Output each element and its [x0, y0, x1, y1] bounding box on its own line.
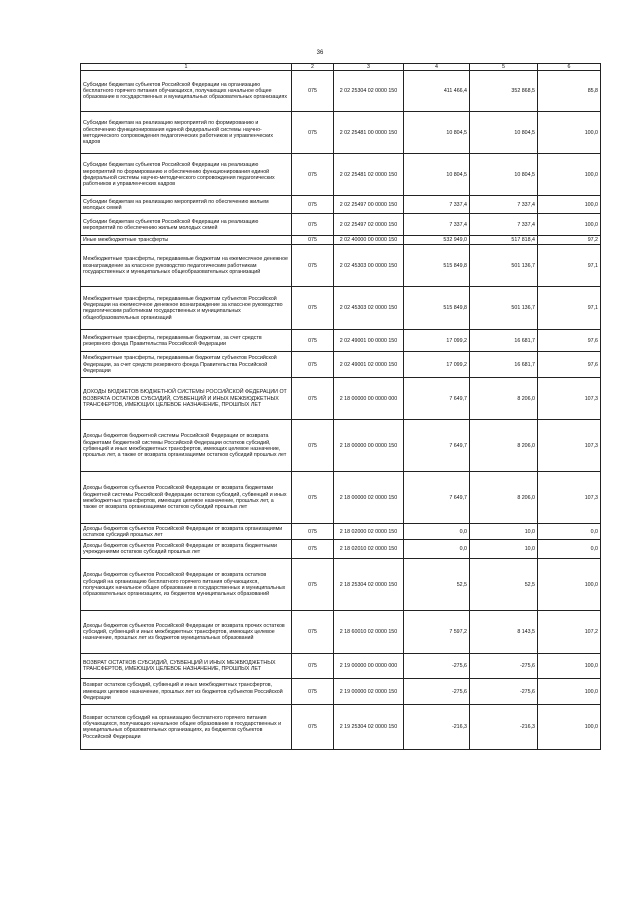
- row-plan-value: 532 949,0: [404, 236, 470, 245]
- row-plan-value: 7 337,4: [404, 196, 470, 214]
- row-classification-code: 2 02 25497 02 0000 150: [334, 214, 404, 236]
- row-actual-value: 10,0: [470, 524, 538, 540]
- row-admin-code: 075: [292, 112, 334, 154]
- row-classification-code: 2 02 45303 02 0000 150: [334, 287, 404, 330]
- row-plan-value: 0,0: [404, 524, 470, 540]
- row-actual-value: -275,6: [470, 654, 538, 679]
- row-admin-code: 075: [292, 705, 334, 750]
- row-name: Доходы бюджетов субъектов Российской Федерации от возврата бюджетными учреждениями остатков субсидий прошлых лет: [81, 540, 292, 559]
- row-admin-code: 075: [292, 245, 334, 287]
- table-row: [81, 287, 601, 330]
- table-row: [81, 236, 601, 245]
- row-plan-value: 52,5: [404, 559, 470, 611]
- header-cell: 6: [538, 64, 601, 71]
- row-plan-value: 7 649,7: [404, 378, 470, 420]
- table-row: [81, 330, 601, 352]
- row-classification-code: 2 18 00000 00 0000 000: [334, 378, 404, 420]
- row-plan-value: 7 597,2: [404, 611, 470, 654]
- row-actual-value: 16 681,7: [470, 330, 538, 352]
- row-percent: 100,0: [538, 214, 601, 236]
- row-classification-code: 2 19 00000 00 0000 000: [334, 654, 404, 679]
- row-admin-code: 075: [292, 611, 334, 654]
- row-percent: 100,0: [538, 705, 601, 750]
- row-name: Межбюджетные трансферты, передаваемые бюджетам на ежемесячное денежное вознаграждение за классное руководство педагогическим работникам государственных и муниципальных общеобразовательных организаций: [81, 245, 292, 287]
- row-classification-code: 2 02 40000 00 0000 150: [334, 236, 404, 245]
- table-row: [81, 524, 601, 540]
- row-classification-code: 2 02 49001 00 0000 150: [334, 330, 404, 352]
- table-row: [81, 559, 601, 611]
- row-classification-code: 2 18 00000 00 0000 150: [334, 420, 404, 472]
- row-classification-code: 2 18 02000 02 0000 150: [334, 524, 404, 540]
- row-actual-value: 7 337,4: [470, 214, 538, 236]
- row-percent: 107,3: [538, 378, 601, 420]
- row-classification-code: 2 19 00000 02 0000 150: [334, 679, 404, 705]
- row-admin-code: 075: [292, 352, 334, 378]
- table-row: [81, 654, 601, 679]
- page-number: 36: [316, 50, 324, 56]
- table-row: [81, 679, 601, 705]
- row-plan-value: 7 649,7: [404, 420, 470, 472]
- header-cell: 2: [292, 64, 334, 71]
- row-admin-code: 075: [292, 330, 334, 352]
- table-row: [81, 378, 601, 420]
- row-name: ДОХОДЫ БЮДЖЕТОВ БЮДЖЕТНОЙ СИСТЕМЫ РОССИЙСКОЙ ФЕДЕРАЦИИ ОТ ВОЗВРАТА ОСТАТКОВ СУБСИДИЙ, СУБВЕНЦИЙ И ИНЫХ МЕЖБЮДЖЕТНЫХ ТРАНСФЕРТОВ, ИМЕЮЩИХ ЦЕЛЕВОЕ НАЗНАЧЕНИЕ, ПРОШЛЫХ ЛЕТ: [81, 378, 292, 420]
- row-actual-value: 52,5: [470, 559, 538, 611]
- row-percent: 97,6: [538, 352, 601, 378]
- row-name: Субсидии бюджетам субъектов Российской Федерации на реализацию мероприятий по обеспечению жильем молодых семей: [81, 214, 292, 236]
- row-plan-value: -275,6: [404, 654, 470, 679]
- row-percent: 97,1: [538, 245, 601, 287]
- row-percent: 100,0: [538, 196, 601, 214]
- row-classification-code: 2 02 45303 00 0000 150: [334, 245, 404, 287]
- row-actual-value: -275,6: [470, 679, 538, 705]
- row-percent: 0,0: [538, 540, 601, 559]
- row-name: Межбюджетные трансферты, передаваемые бюджетам, за счет средств резервного фонда Правительства Российской Федерации: [81, 330, 292, 352]
- row-classification-code: 2 18 00000 02 0000 150: [334, 472, 404, 524]
- row-name: Межбюджетные трансферты, передаваемые бюджетам субъектов Российской Федерации на ежемесячное денежное вознаграждение за классное руководство педагогическим работникам государственных и муниципальных общеобразовательных организаций: [81, 287, 292, 330]
- row-actual-value: 16 681,7: [470, 352, 538, 378]
- row-percent: 97,1: [538, 287, 601, 330]
- row-actual-value: 501 136,7: [470, 245, 538, 287]
- row-classification-code: 2 02 49001 02 0000 150: [334, 352, 404, 378]
- row-percent: 107,3: [538, 472, 601, 524]
- row-plan-value: 515 849,8: [404, 245, 470, 287]
- row-plan-value: 17 099,2: [404, 330, 470, 352]
- table-row: [81, 154, 601, 196]
- row-classification-code: 2 18 60010 02 0000 150: [334, 611, 404, 654]
- row-admin-code: 075: [292, 154, 334, 196]
- row-classification-code: 2 18 02010 02 0000 150: [334, 540, 404, 559]
- row-plan-value: -216,3: [404, 705, 470, 750]
- row-classification-code: 2 18 25304 02 0000 150: [334, 559, 404, 611]
- row-percent: 100,0: [538, 679, 601, 705]
- table-row: [81, 71, 601, 112]
- row-name: Доходы бюджетов субъектов Российской Федерации от возврата бюджетами бюджетной системы Российской Федерации остатков субсидий, субвенций и иных межбюджетных трансфертов, имеющих целевое назначение, прошлых лет, а также от возврата организациями остатков субсидий прошлых лет: [81, 472, 292, 524]
- row-name: Иные межбюджетные трансферты: [81, 236, 292, 245]
- row-percent: 97,2: [538, 236, 601, 245]
- header-cell: 5: [470, 64, 538, 71]
- table-row: [81, 540, 601, 559]
- row-percent: 97,6: [538, 330, 601, 352]
- table-header-row: [81, 64, 601, 71]
- header-cell: 1: [81, 64, 292, 71]
- row-percent: 100,0: [538, 112, 601, 154]
- row-actual-value: 8 206,0: [470, 420, 538, 472]
- row-plan-value: 10 804,5: [404, 112, 470, 154]
- table-row: [81, 196, 601, 214]
- row-plan-value: 17 099,2: [404, 352, 470, 378]
- row-admin-code: 075: [292, 472, 334, 524]
- row-plan-value: 7 337,4: [404, 214, 470, 236]
- table-row: [81, 472, 601, 524]
- row-percent: 100,0: [538, 559, 601, 611]
- row-admin-code: 075: [292, 654, 334, 679]
- table-row: [81, 245, 601, 287]
- row-plan-value: 10 804,5: [404, 154, 470, 196]
- row-name: Субсидии бюджетам субъектов Российской Федерации на реализацию мероприятий по формированию и обеспечению функционирования единой федеральной системы научно-методического сопровождения педагогических работников и управленческих кадров: [81, 154, 292, 196]
- row-classification-code: 2 02 25497 00 0000 150: [334, 196, 404, 214]
- row-actual-value: 10,0: [470, 540, 538, 559]
- row-actual-value: 7 337,4: [470, 196, 538, 214]
- row-admin-code: 075: [292, 287, 334, 330]
- row-admin-code: 075: [292, 236, 334, 245]
- row-admin-code: 075: [292, 214, 334, 236]
- row-percent: 0,0: [538, 524, 601, 540]
- row-name: Доходы бюджетов субъектов Российской Федерации от возврата остатков субсидий на организацию бесплатного горячего питания обучающихся, получающих начальное общее образование в государственных и муниципальных образовательных организациях, из бюджетов муниципальных образований: [81, 559, 292, 611]
- row-actual-value: 517 818,4: [470, 236, 538, 245]
- row-actual-value: 501 136,7: [470, 287, 538, 330]
- row-percent: 100,0: [538, 654, 601, 679]
- row-actual-value: 352 868,5: [470, 71, 538, 112]
- row-percent: 107,3: [538, 420, 601, 472]
- row-plan-value: 7 649,7: [404, 472, 470, 524]
- table-row: [81, 611, 601, 654]
- row-classification-code: 2 02 25481 00 0000 150: [334, 112, 404, 154]
- row-name: Межбюджетные трансферты, передаваемые бюджетам субъектов Российской Федерации, за счет средств резервного фонда Правительства Российской Федерации: [81, 352, 292, 378]
- row-plan-value: 411 466,4: [404, 71, 470, 112]
- row-plan-value: 0,0: [404, 540, 470, 559]
- row-classification-code: 2 19 25304 02 0000 150: [334, 705, 404, 750]
- row-actual-value: 8 206,0: [470, 472, 538, 524]
- row-name: Возврат остатков субсидий на организацию бесплатного горячего питания обучающихся, получающих начальное общее образование в государственных и муниципальных образовательных организациях, из бюджетов субъектов Российской Федерации: [81, 705, 292, 750]
- row-plan-value: 515 849,8: [404, 287, 470, 330]
- row-actual-value: 8 143,5: [470, 611, 538, 654]
- row-classification-code: 2 02 25304 02 0000 150: [334, 71, 404, 112]
- table-row: [81, 705, 601, 750]
- row-percent: 85,8: [538, 71, 601, 112]
- row-percent: 100,0: [538, 154, 601, 196]
- row-actual-value: 10 804,5: [470, 112, 538, 154]
- header-cell: 4: [404, 64, 470, 71]
- table-row: [81, 352, 601, 378]
- row-name: ВОЗВРАТ ОСТАТКОВ СУБСИДИЙ, СУБВЕНЦИЙ И ИНЫХ МЕЖБЮДЖЕТНЫХ ТРАНСФЕРТОВ, ИМЕЮЩИХ ЦЕЛЕВОЕ НАЗНАЧЕНИЕ, ПРОШЛЫХ ЛЕТ: [81, 654, 292, 679]
- row-name: Доходы бюджетов субъектов Российской Федерации от возврата прочих остатков субсидий, субвенций и иных межбюджетных трансфертов, имеющих целевое назначение, прошлых лет из бюджетов муниципальных образований: [81, 611, 292, 654]
- table-row: [81, 214, 601, 236]
- table-row: [81, 420, 601, 472]
- budget-table: [80, 63, 601, 750]
- row-admin-code: 075: [292, 71, 334, 112]
- row-name: Возврат остатков субсидий, субвенций и иных межбюджетных трансфертов, имеющих целевое назначение, прошлых лет из бюджетов субъектов Российской Федерации: [81, 679, 292, 705]
- row-admin-code: 075: [292, 378, 334, 420]
- row-actual-value: 8 206,0: [470, 378, 538, 420]
- row-admin-code: 075: [292, 196, 334, 214]
- row-classification-code: 2 02 25481 02 0000 150: [334, 154, 404, 196]
- row-actual-value: 10 804,5: [470, 154, 538, 196]
- row-name: Субсидии бюджетам субъектов Российской Федерации на организацию бесплатного горячего питания обучающихся, получающих начальное общее образование в государственных и муниципальных образовательных организациях: [81, 71, 292, 112]
- row-admin-code: 075: [292, 540, 334, 559]
- table-row: [81, 112, 601, 154]
- header-cell: 3: [334, 64, 404, 71]
- row-name: Доходы бюджетов субъектов Российской Федерации от возврата организациями остатков субсидий прошлых лет: [81, 524, 292, 540]
- row-name: Субсидии бюджетам на реализацию мероприятий по формированию и обеспечению функционирования единой федеральной системы научно-методического сопровождения педагогических работников и управленческих кадров: [81, 112, 292, 154]
- row-admin-code: 075: [292, 420, 334, 472]
- row-plan-value: -275,6: [404, 679, 470, 705]
- row-admin-code: 075: [292, 559, 334, 611]
- row-name: Субсидии бюджетам на реализацию мероприятий по обеспечению жильем молодых семей: [81, 196, 292, 214]
- row-percent: 107,2: [538, 611, 601, 654]
- row-actual-value: -216,3: [470, 705, 538, 750]
- row-admin-code: 075: [292, 679, 334, 705]
- row-admin-code: 075: [292, 524, 334, 540]
- row-name: Доходы бюджетов бюджетной системы Российской Федерации от возврата бюджетами бюджетной системы Российской Федерации остатков субсидий, субвенций и иных межбюджетных трансфертов, имеющих целевое назначение, прошлых лет, а также от возврата организациями остатков субсидий прошлых лет: [81, 420, 292, 472]
